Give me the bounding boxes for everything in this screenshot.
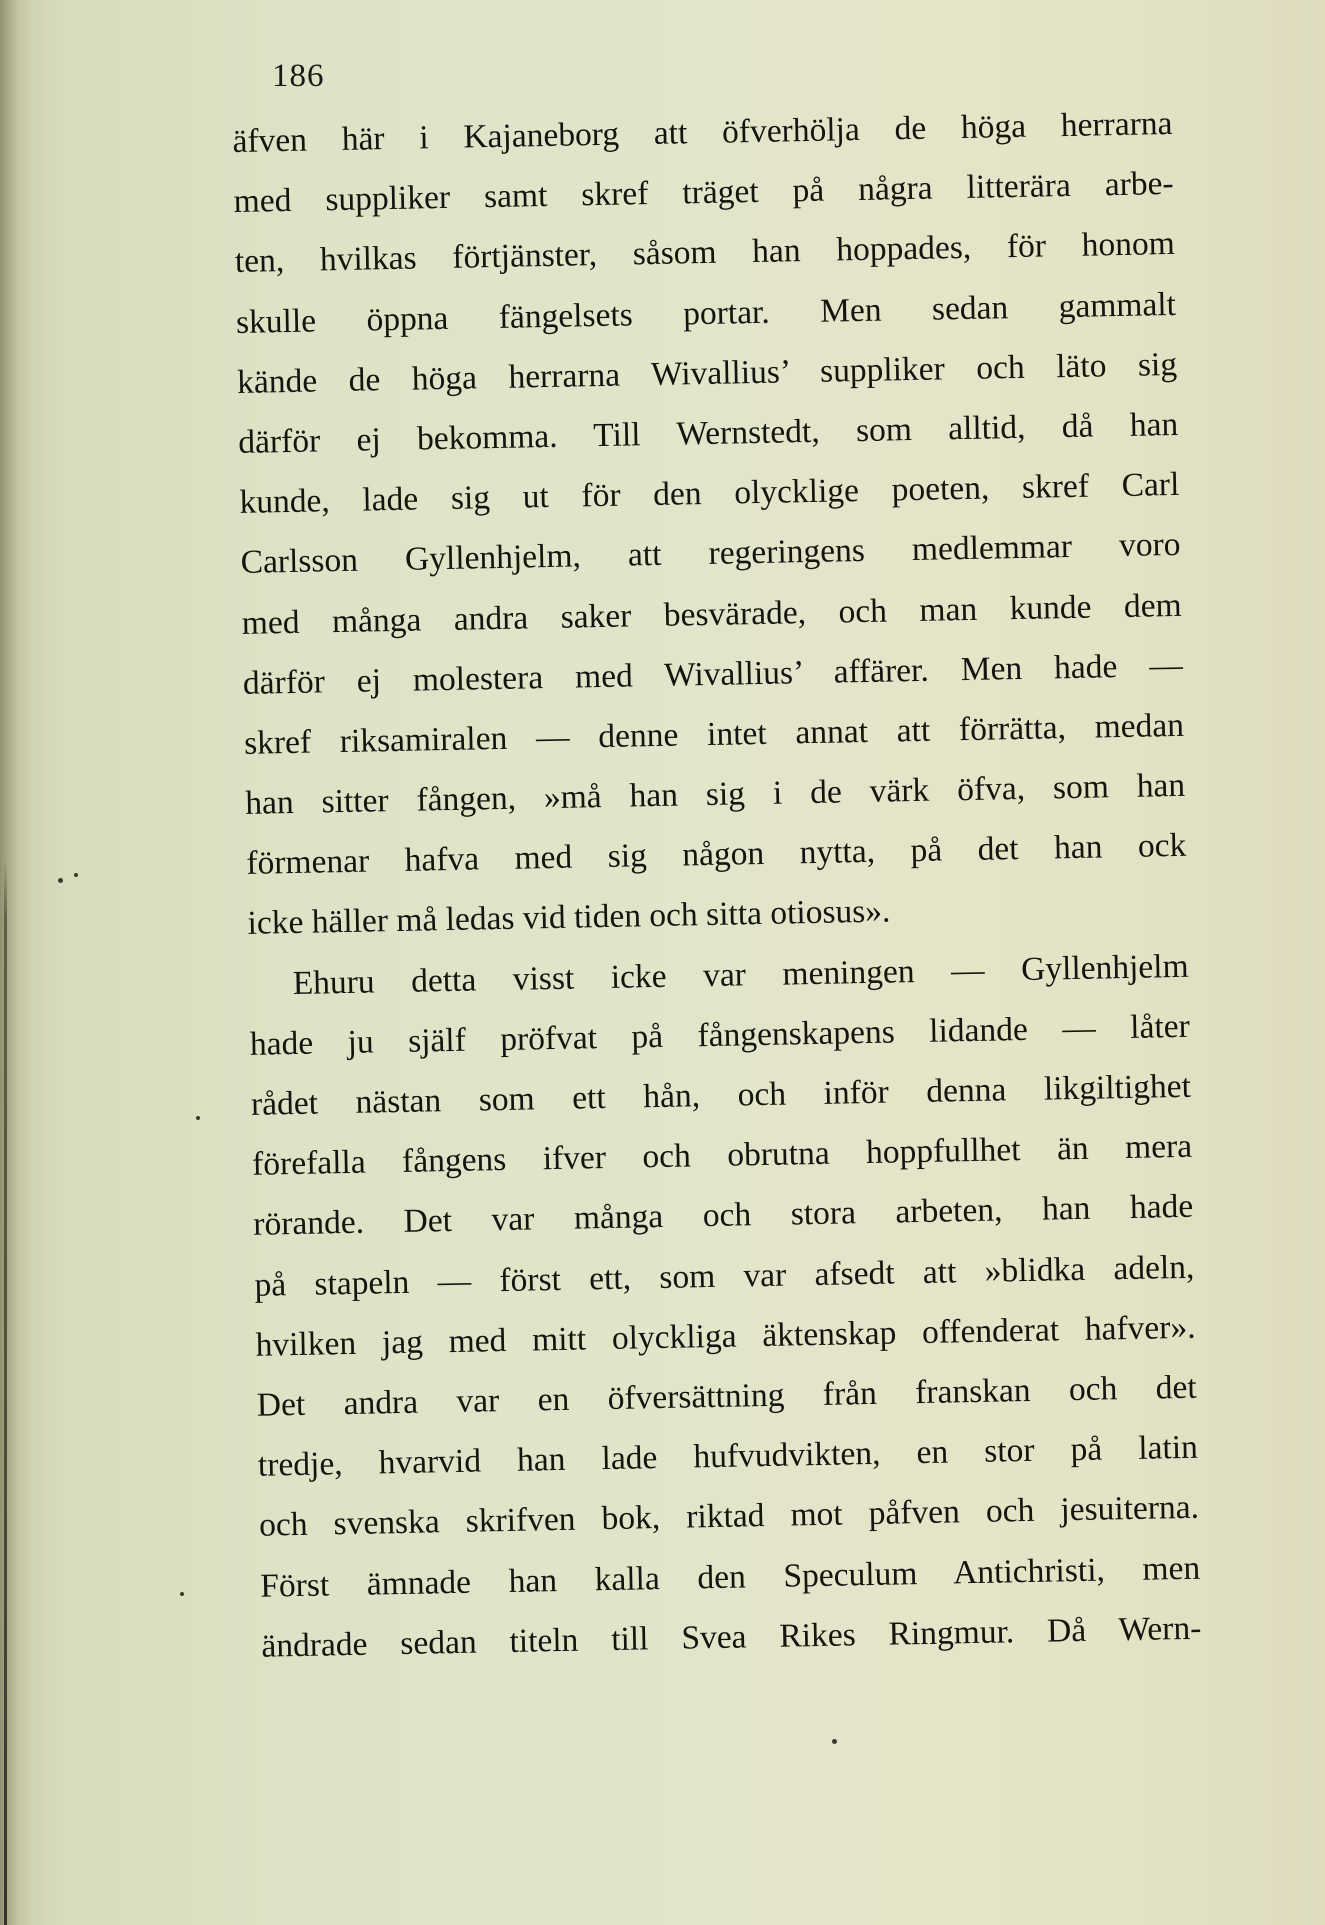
text-line: hade ju själf pröfvat på fångenskapens lidande — låter [249, 1007, 1191, 1063]
body-text [232, 94, 1202, 1672]
text-line: han sitter fången, »må han sig i de värk öfva, som han [244, 766, 1186, 822]
text-line: på stapeln — först ett, som var afsedt att »blidka adeln, [254, 1248, 1195, 1304]
text-line: ändrade sedan titeln till Svea Rikes Ringmur. Då Wern- [261, 1609, 1202, 1665]
text-line: tredje, hvarvid han lade hufvudvikten, en stor på latin [257, 1428, 1199, 1484]
ink-speck [58, 878, 63, 883]
text-line: Ehuru detta visst icke var meningen — Gyllenhjelm [292, 947, 1189, 1002]
text-line: hvilken jag med mitt olyckliga äktenskap offenderat hafver». [255, 1308, 1196, 1364]
ink-speck [196, 1116, 200, 1120]
text-line: och svenska skrifven bok, riktad mot påfven och jesuiterna. [258, 1489, 1200, 1545]
text-line: därför ej molestera med Wivallius’ affärer. Men hade — [242, 646, 1184, 702]
text-line: med suppliker samt skref träget på några litterära arbe- [233, 165, 1174, 221]
text-line: med många andra saker besvärade, och man kunde dem [241, 586, 1182, 642]
text-line: rådet nästan som ett hån, och inför denna likgiltighet [250, 1067, 1192, 1123]
text-line: kunde, lade sig ut för den olycklige poeten, skref Carl [239, 466, 1180, 522]
text-line: förmenar hafva med sig någon nytta, på det han ock [246, 827, 1187, 883]
ink-speck [180, 1592, 184, 1596]
text-line: rörande. Det var många och stora arbeten, han hade [253, 1188, 1194, 1244]
text-line: Först ämnade han kalla den Speculum Antichristi, men [259, 1549, 1201, 1605]
text-line: Det andra var en öfversättning från franskan och det [256, 1368, 1198, 1424]
text-line: skref riksamiralen — denne intet annat att förrätta, medan [243, 706, 1185, 762]
page-number: 186 [272, 58, 325, 94]
ink-speck [832, 1739, 837, 1744]
text-line: Carlsson Gyllenhjelm, att regeringens medlemmar voro [240, 526, 1181, 582]
ink-speck [74, 873, 78, 877]
text-line: kände de höga herrarna Wivallius’ suppliker och läto sig [236, 345, 1178, 401]
text-line: därför ej bekomma. Till Wernstedt, som alltid, då han [237, 405, 1179, 461]
text-line: ten, hvilkas förtjänster, såsom han hoppades, för honom [234, 225, 1176, 281]
text-line: icke häller må ledas vid tiden och sitta otiosus». [247, 892, 891, 943]
text-line: förefalla fångens ifver och obrutna hoppfullhet än mera [251, 1127, 1193, 1183]
binding-edge [0, 0, 32, 1925]
text-line: skulle öppna fängelsets portar. Men sedan gammalt [235, 285, 1177, 341]
text-line: äfven här i Kajaneborg att öfverhölja de höga herrarna [232, 104, 1173, 160]
